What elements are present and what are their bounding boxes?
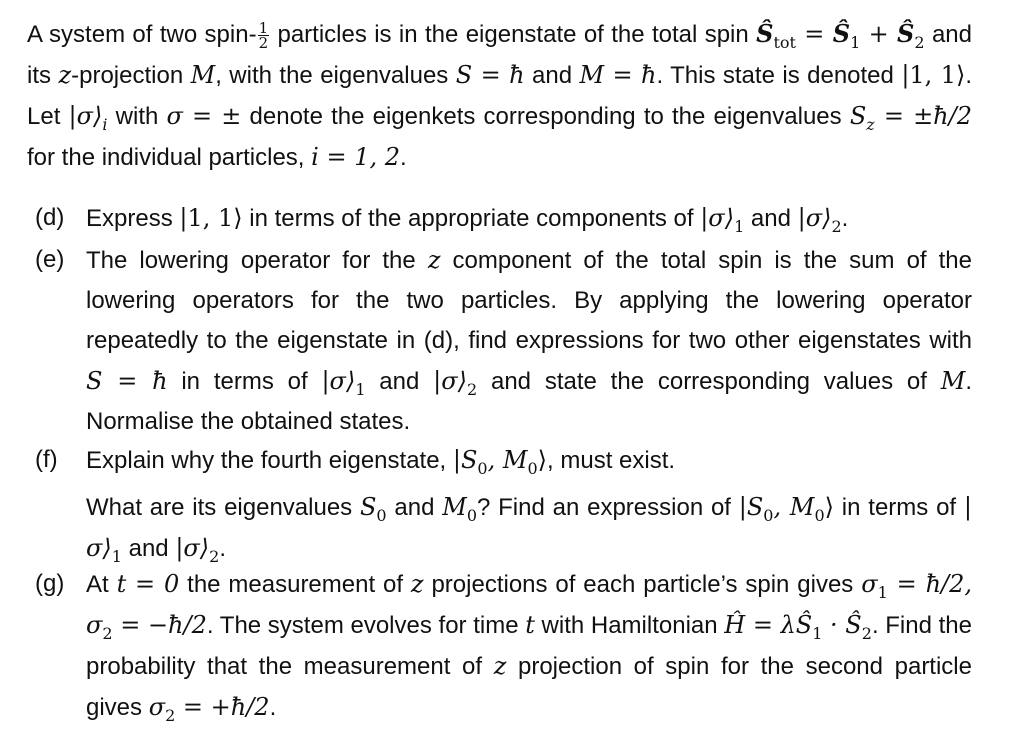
question-marker: (d) <box>35 204 65 231</box>
question-g-text: At t = 0 the measurement of z projections of each particle’s spin gives $\sigma_1$ = ħ/2, $\sigma_2$ = −ħ/2. The system evolves for time t with Hamiltonian Ĥ = $\lambda Ŝ_1$ · $Ŝ_2$. Find the probability that the measurement of z projection of spin for the second particle gives $\sigma_2$ = +ħ/2. <box>86 570 973 725</box>
z-symbol: z <box>410 570 424 598</box>
s-eigenvalue: S = ħ <box>455 61 525 89</box>
s0-symbol: $S_0$ <box>359 493 387 525</box>
one-half-fraction: $\frac{1}{2}$ <box>258 19 269 53</box>
intro-text: , with the eigenvalues <box>215 62 456 89</box>
intro-text: -projection <box>71 62 191 89</box>
question-e <box>27 240 972 442</box>
s-tot-operator: $Ŝ_{tot}$ <box>756 19 796 52</box>
question-f <box>27 440 972 569</box>
ket-sigma-2: $|\sigma⟩_2$ <box>175 534 220 566</box>
plus-sign: + <box>860 20 898 48</box>
ket-sigma-1: $|\sigma⟩_1$ <box>321 367 366 399</box>
m-symbol: M <box>940 367 966 395</box>
sz-eigenvalue: $S_z$ = ±ħ/2 <box>849 102 972 134</box>
s1-operator: $Ŝ_1$ <box>832 19 861 52</box>
t-zero: t = 0 <box>116 570 180 598</box>
ket-sigma-i: $|\sigma⟩_i$ <box>68 102 108 134</box>
m-eigenvalue: M = ħ <box>579 61 657 89</box>
sigma-2-value: $\sigma_2$ = −ħ/2 <box>86 611 207 643</box>
intro-text: denote the eigenkets corresponding to the eigenvalues <box>241 103 850 130</box>
question-marker: (f) <box>35 446 58 473</box>
ket-1-1: |1, 1⟩ <box>179 204 243 232</box>
intro-text: for the individual particles, <box>27 144 312 171</box>
sigma-2-plus: $\sigma_2$ = +ħ/2 <box>148 693 270 725</box>
intro-text: . Let <box>27 62 973 130</box>
question-d <box>27 198 972 239</box>
intro-text: A system of two spin- <box>27 21 257 48</box>
ket-sigma-2: $|\sigma⟩_2$ <box>797 204 842 236</box>
z-symbol: z <box>427 246 441 274</box>
ket-1-1: |1, 1⟩ <box>901 61 966 89</box>
intro-text: particles is in the eigenstate of the total spin <box>270 21 757 48</box>
question-marker: (e) <box>35 246 65 273</box>
z-symbol: z <box>493 652 507 680</box>
ket-sigma-1: $|\sigma⟩_1$ <box>86 493 972 566</box>
question-d-text: Express |1, 1⟩ in terms of the appropriate components of $|\sigma⟩_1$ and $|\sigma⟩_2$. <box>86 204 849 236</box>
sigma-plus-minus: σ = ± <box>166 102 242 130</box>
m-symbol: M <box>190 61 216 89</box>
ket-s0-m0: $|S_0$, $M_0⟩$ <box>738 493 835 525</box>
question-marker: (g) <box>35 570 65 597</box>
intro-text: with <box>107 103 167 130</box>
ket-sigma-1: $|\sigma⟩_1$ <box>700 204 745 236</box>
question-g <box>27 564 972 728</box>
intro-text: and <box>524 62 580 89</box>
s-eigenvalue: S = ħ <box>86 367 168 395</box>
z-symbol: z <box>58 61 72 89</box>
intro-paragraph <box>27 14 972 178</box>
question-f-followup: What are its eigenvalues $S_0$ and $M_0$? Find an expression of $|S_0$, $M_0⟩$ in terms of $|\sigma⟩_1$ and $|\sigma⟩_2$. <box>86 493 972 566</box>
s2-operator: $Ŝ_2$ <box>897 19 925 52</box>
t-symbol: t <box>525 611 535 639</box>
ket-s0-m0: $|S_0$, $M_0⟩$ <box>452 446 548 478</box>
hamiltonian: Ĥ = $\lambda Ŝ_1$ · $Ŝ_2$ <box>724 611 872 643</box>
particle-index: i = 1, 2 <box>311 143 400 171</box>
question-e-text: The lowering operator for the z component of the total spin is the sum of the lowering operators for the two particles. By applying the lowering operator repeatedly to the eigenstate in (d), find expressions for two other eigenstates with S = ħ in terms of $|\sigma⟩_1$ and $|\sigma⟩_2$ and state the corresponding values of M. Normalise the obtained states. <box>86 246 973 435</box>
question-f-text: Explain why the fourth eigenstate, $|S_0$, $M_0⟩$, must exist. <box>86 446 676 478</box>
intro-text: . <box>400 144 407 171</box>
equals-sign: = <box>795 20 833 48</box>
m0-symbol: $M_0$ <box>442 493 477 525</box>
ket-sigma-2: $|\sigma⟩_2$ <box>433 367 478 399</box>
intro-text: and its <box>27 21 972 89</box>
sigma-1-value: $\sigma_1$ = ħ/2, <box>861 570 973 602</box>
intro-text: . This state is denoted <box>656 62 902 89</box>
